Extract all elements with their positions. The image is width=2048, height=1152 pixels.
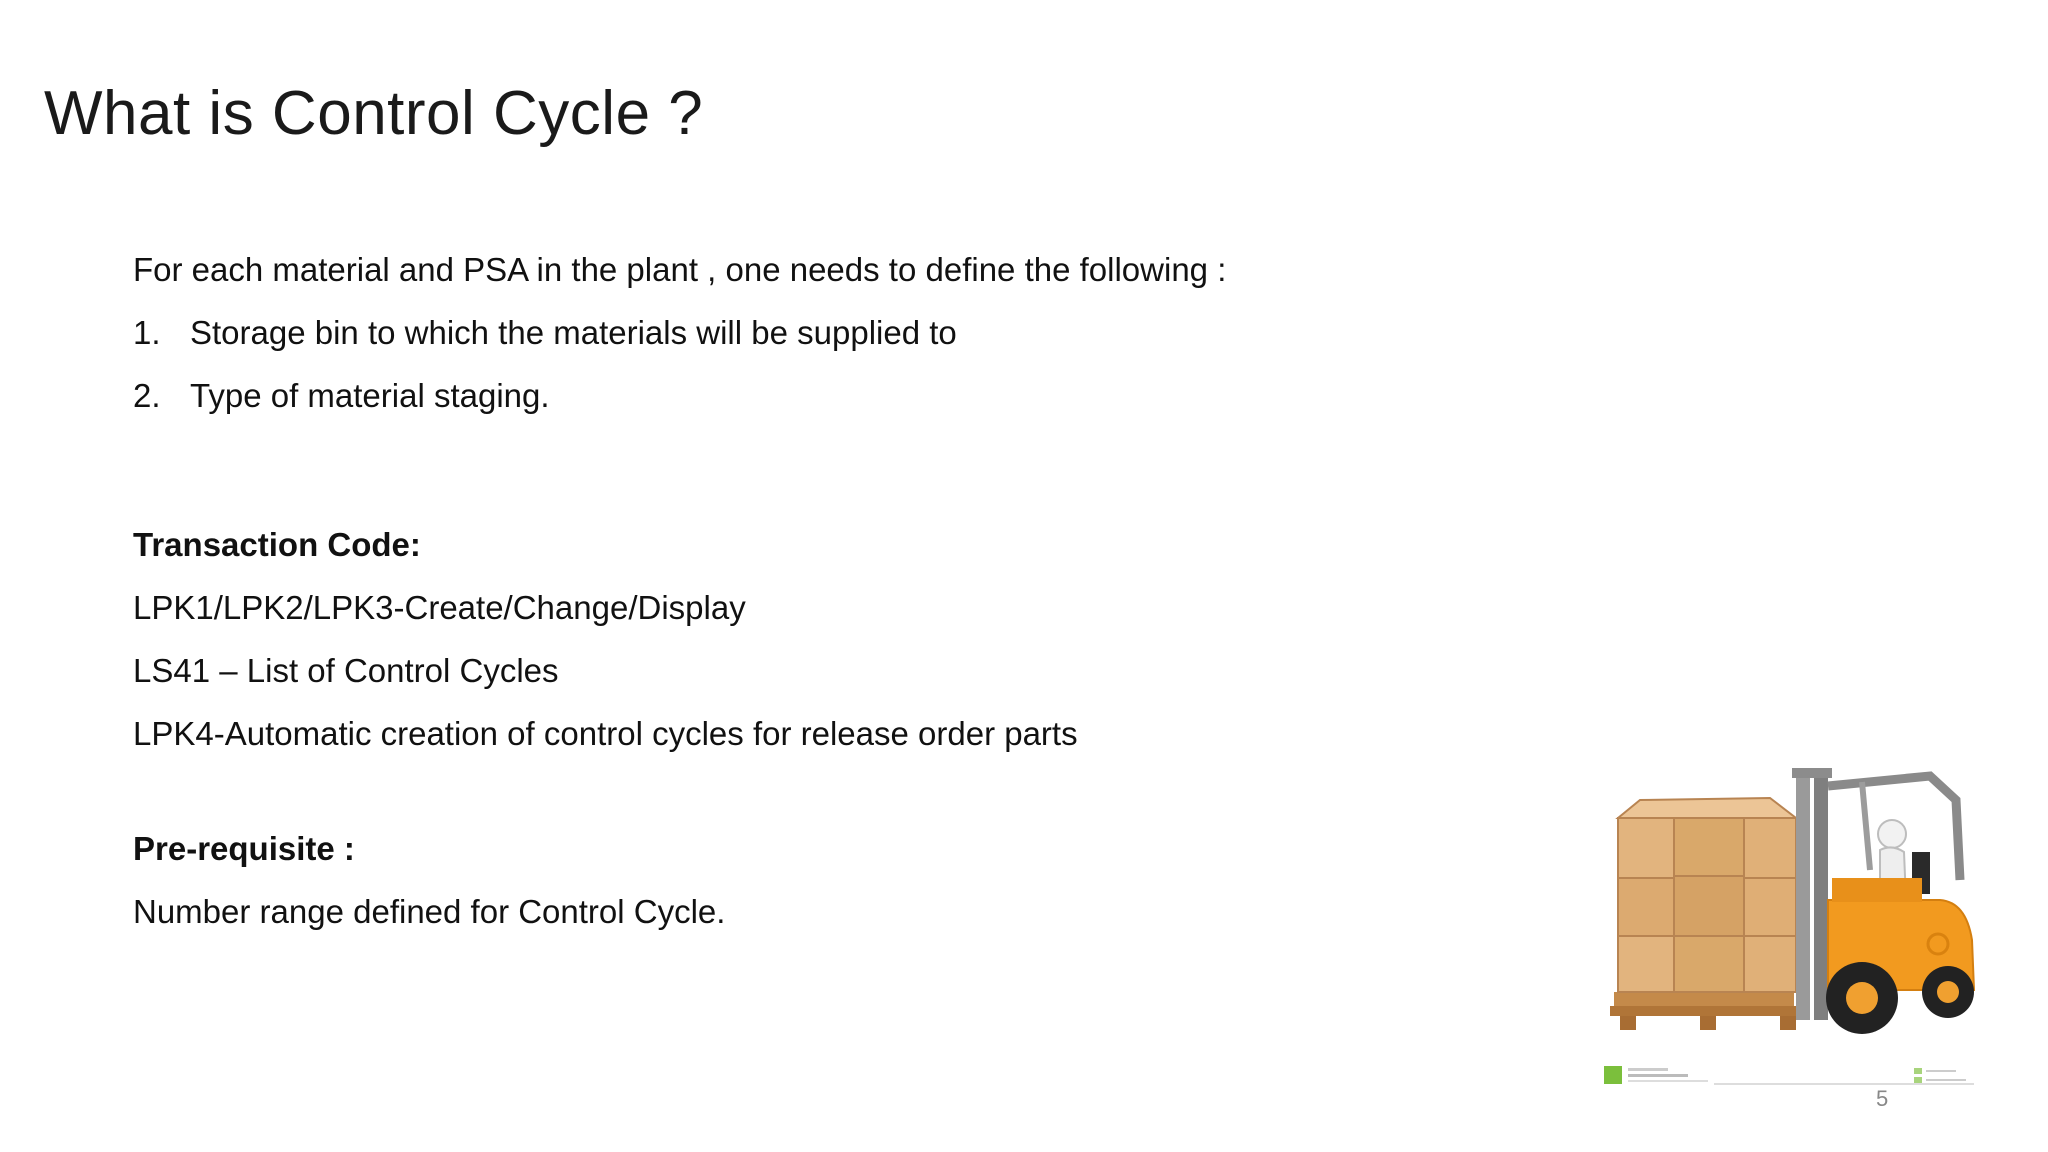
transaction-line: LPK1/LPK2/LPK3-Create/Change/Display bbox=[133, 589, 746, 626]
transaction-line: LPK4-Automatic creation of control cycles for release order parts bbox=[133, 715, 1078, 752]
prereq-heading: Pre-requisite : bbox=[133, 830, 355, 867]
prereq-text: Number range defined for Control Cycle. bbox=[133, 893, 726, 930]
transaction-line: LS41 – List of Control Cycles bbox=[133, 652, 559, 689]
stock-watermark bbox=[1604, 1062, 1984, 1090]
forklift-with-boxes-illustration bbox=[1600, 760, 1990, 1100]
intro-text: For each material and PSA in the plant , one needs to define the following : bbox=[133, 251, 1227, 288]
list-number: 1. bbox=[133, 314, 161, 351]
list-item bbox=[133, 376, 1533, 416]
list-number: 2. bbox=[133, 377, 161, 414]
list-text: Type of material staging. bbox=[190, 377, 550, 414]
slide-body bbox=[133, 250, 1533, 955]
slide-title: What is Control Cycle ? bbox=[44, 79, 704, 148]
page-number: 5 bbox=[1876, 1086, 1889, 1111]
transaction-heading: Transaction Code: bbox=[133, 526, 421, 563]
list-text: Storage bin to which the materials will be supplied to bbox=[190, 314, 957, 351]
list-item bbox=[133, 313, 1533, 353]
